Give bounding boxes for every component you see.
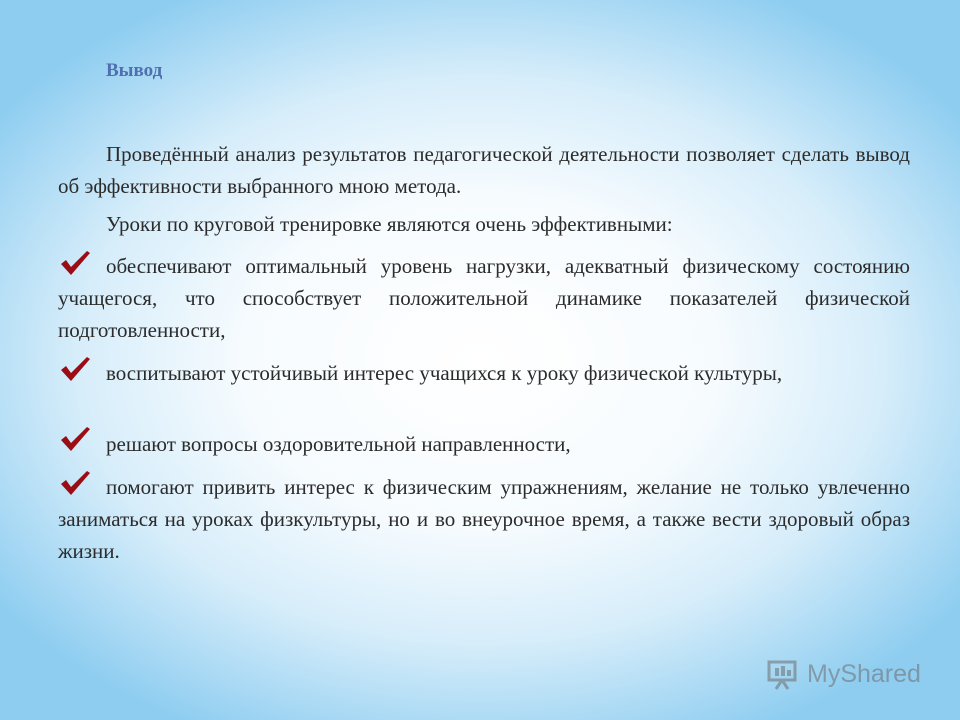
bullet-item: воспитывают устойчивый интерес учащихся к уроку физической культуры,: [106, 361, 783, 385]
intro-paragraph: Уроки по круговой тренировке являются очень эффективными:: [106, 212, 673, 236]
bullet-item: обеспечивают оптимальный уровень нагрузки, адекватный физическому состоянию учащегося, что способствует положительной динамике показателей физической подготовленности,: [58, 254, 910, 342]
myshared-watermark: [767, 657, 921, 691]
bullet-item: помогают привить интерес к физическим упражнениям, желание не только увлеченно заниматься на уроках физкультуры, но и во внеурочное время, а также вести здоровый образ жизни.: [58, 475, 910, 563]
presentation-board-icon: [767, 658, 801, 690]
bullet-item: решают вопросы оздоровительной направленности,: [106, 432, 571, 456]
watermark-text: MyShared: [807, 659, 921, 688]
intro-paragraph: Проведённый анализ результатов педагогической деятельности позволяет сделать вывод об эффективности выбранного мною метода.: [58, 142, 910, 198]
slide-title: Вывод: [106, 60, 163, 81]
